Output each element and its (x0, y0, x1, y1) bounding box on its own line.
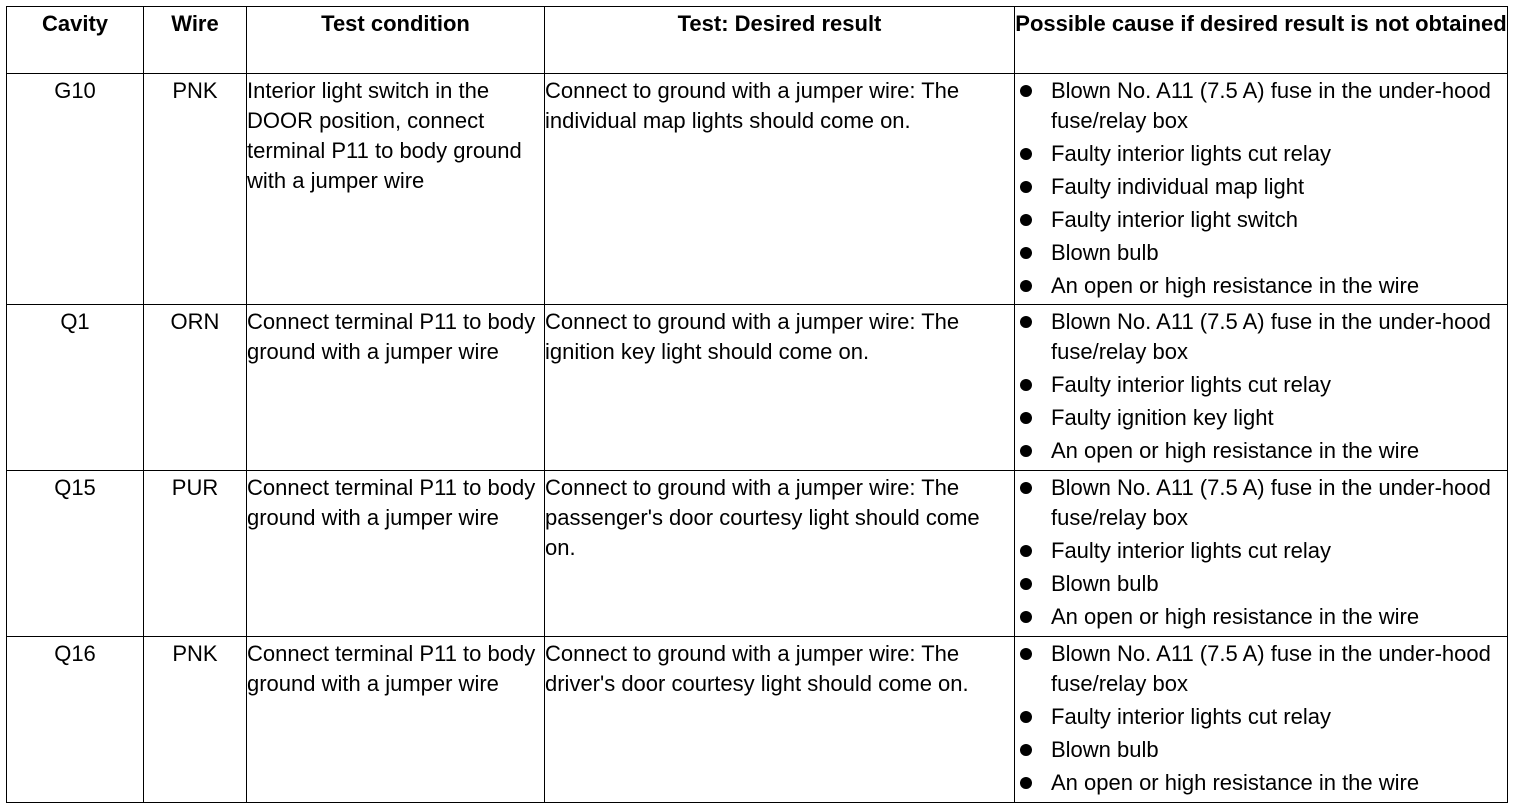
cause-item (1015, 139, 1507, 169)
cause-list (1015, 307, 1507, 466)
test-condition-cell: Interior light switch in the DOOR position, connect terminal P11 to body ground with a jumper wire (247, 74, 545, 305)
cause-item (1015, 473, 1507, 533)
cause-item (1015, 238, 1507, 268)
cause-item (1015, 307, 1507, 367)
bullet-icon (1020, 379, 1032, 391)
test-results-table (6, 6, 1508, 803)
bullet-icon (1020, 148, 1032, 160)
cavity-cell: Q15 (7, 471, 144, 637)
possible-cause-cell (1015, 305, 1508, 471)
bullet-icon (1020, 578, 1032, 590)
wire-color-cell: PNK (144, 637, 247, 803)
cause-text: An open or high resistance in the wire (1051, 604, 1420, 629)
cause-item (1015, 436, 1507, 466)
header-row (7, 7, 1508, 74)
cause-list (1015, 473, 1507, 632)
wire-color-cell: PUR (144, 471, 247, 637)
cause-item (1015, 602, 1507, 632)
cause-item (1015, 370, 1507, 400)
bullet-icon (1020, 247, 1032, 259)
possible-cause-cell (1015, 637, 1508, 803)
cause-text: Faulty interior lights cut relay (1051, 141, 1331, 166)
header-desired-result: Test: Desired result (545, 7, 1015, 74)
cause-text: Blown bulb (1051, 571, 1159, 596)
bullet-icon (1020, 611, 1032, 623)
cause-text: Faulty interior light switch (1051, 207, 1298, 232)
bullet-icon (1020, 280, 1032, 292)
desired-result-cell: Connect to ground with a jumper wire: The ignition key light should come on. (545, 305, 1015, 471)
cause-list (1015, 639, 1507, 798)
cause-text: An open or high resistance in the wire (1051, 273, 1420, 298)
cause-item (1015, 702, 1507, 732)
bullet-icon (1020, 545, 1032, 557)
table-row (7, 471, 1508, 637)
bullet-icon (1020, 777, 1032, 789)
test-condition-cell: Connect terminal P11 to body ground with a jumper wire (247, 305, 545, 471)
bullet-icon (1020, 85, 1032, 97)
desired-result-cell: Connect to ground with a jumper wire: The driver's door courtesy light should come on. (545, 637, 1015, 803)
cavity-cell: Q1 (7, 305, 144, 471)
bullet-icon (1020, 744, 1032, 756)
cause-item (1015, 205, 1507, 235)
cause-item (1015, 569, 1507, 599)
cause-text: Faulty individual map light (1051, 174, 1305, 199)
table-row (7, 637, 1508, 803)
wire-color-cell: PNK (144, 74, 247, 305)
possible-cause-cell (1015, 74, 1508, 305)
cause-text: Blown bulb (1051, 240, 1159, 265)
table-row (7, 305, 1508, 471)
bullet-icon (1020, 412, 1032, 424)
header-wire: Wire (144, 7, 247, 74)
header-possible-cause: Possible cause if desired result is not obtained (1015, 7, 1508, 74)
bullet-icon (1020, 181, 1032, 193)
cause-item (1015, 536, 1507, 566)
header-test-condition: Test condition (247, 7, 545, 74)
cause-item (1015, 735, 1507, 765)
cause-item (1015, 403, 1507, 433)
cavity-cell: G10 (7, 74, 144, 305)
bullet-icon (1020, 711, 1032, 723)
cause-item (1015, 271, 1507, 301)
bullet-icon (1020, 214, 1032, 226)
cause-item (1015, 768, 1507, 798)
cause-text: Blown No. A11 (7.5 A) fuse in the under-hood fuse/relay box (1051, 78, 1491, 133)
cause-item (1015, 172, 1507, 202)
bullet-icon (1020, 482, 1032, 494)
cause-text: Faulty interior lights cut relay (1051, 704, 1331, 729)
bullet-icon (1020, 648, 1032, 660)
desired-result-cell: Connect to ground with a jumper wire: The passenger's door courtesy light should come on. (545, 471, 1015, 637)
cause-text: Blown No. A11 (7.5 A) fuse in the under-hood fuse/relay box (1051, 475, 1491, 530)
cause-item (1015, 639, 1507, 699)
cause-list (1015, 76, 1507, 301)
cause-text: Faulty interior lights cut relay (1051, 538, 1331, 563)
table-row (7, 74, 1508, 305)
possible-cause-cell (1015, 471, 1508, 637)
cause-text: Faulty interior lights cut relay (1051, 372, 1331, 397)
cause-text: Blown No. A11 (7.5 A) fuse in the under-hood fuse/relay box (1051, 309, 1491, 364)
cause-text: Faulty ignition key light (1051, 405, 1274, 430)
wire-color-cell: ORN (144, 305, 247, 471)
desired-result-cell: Connect to ground with a jumper wire: The individual map lights should come on. (545, 74, 1015, 305)
cause-text: An open or high resistance in the wire (1051, 438, 1420, 463)
bullet-icon (1020, 316, 1032, 328)
cavity-cell: Q16 (7, 637, 144, 803)
test-condition-cell: Connect terminal P11 to body ground with a jumper wire (247, 637, 545, 803)
cause-text: Blown bulb (1051, 737, 1159, 762)
bullet-icon (1020, 445, 1032, 457)
cause-text: Blown No. A11 (7.5 A) fuse in the under-hood fuse/relay box (1051, 641, 1491, 696)
test-condition-cell: Connect terminal P11 to body ground with a jumper wire (247, 471, 545, 637)
header-cavity: Cavity (7, 7, 144, 74)
cause-text: An open or high resistance in the wire (1051, 770, 1420, 795)
cause-item (1015, 76, 1507, 136)
